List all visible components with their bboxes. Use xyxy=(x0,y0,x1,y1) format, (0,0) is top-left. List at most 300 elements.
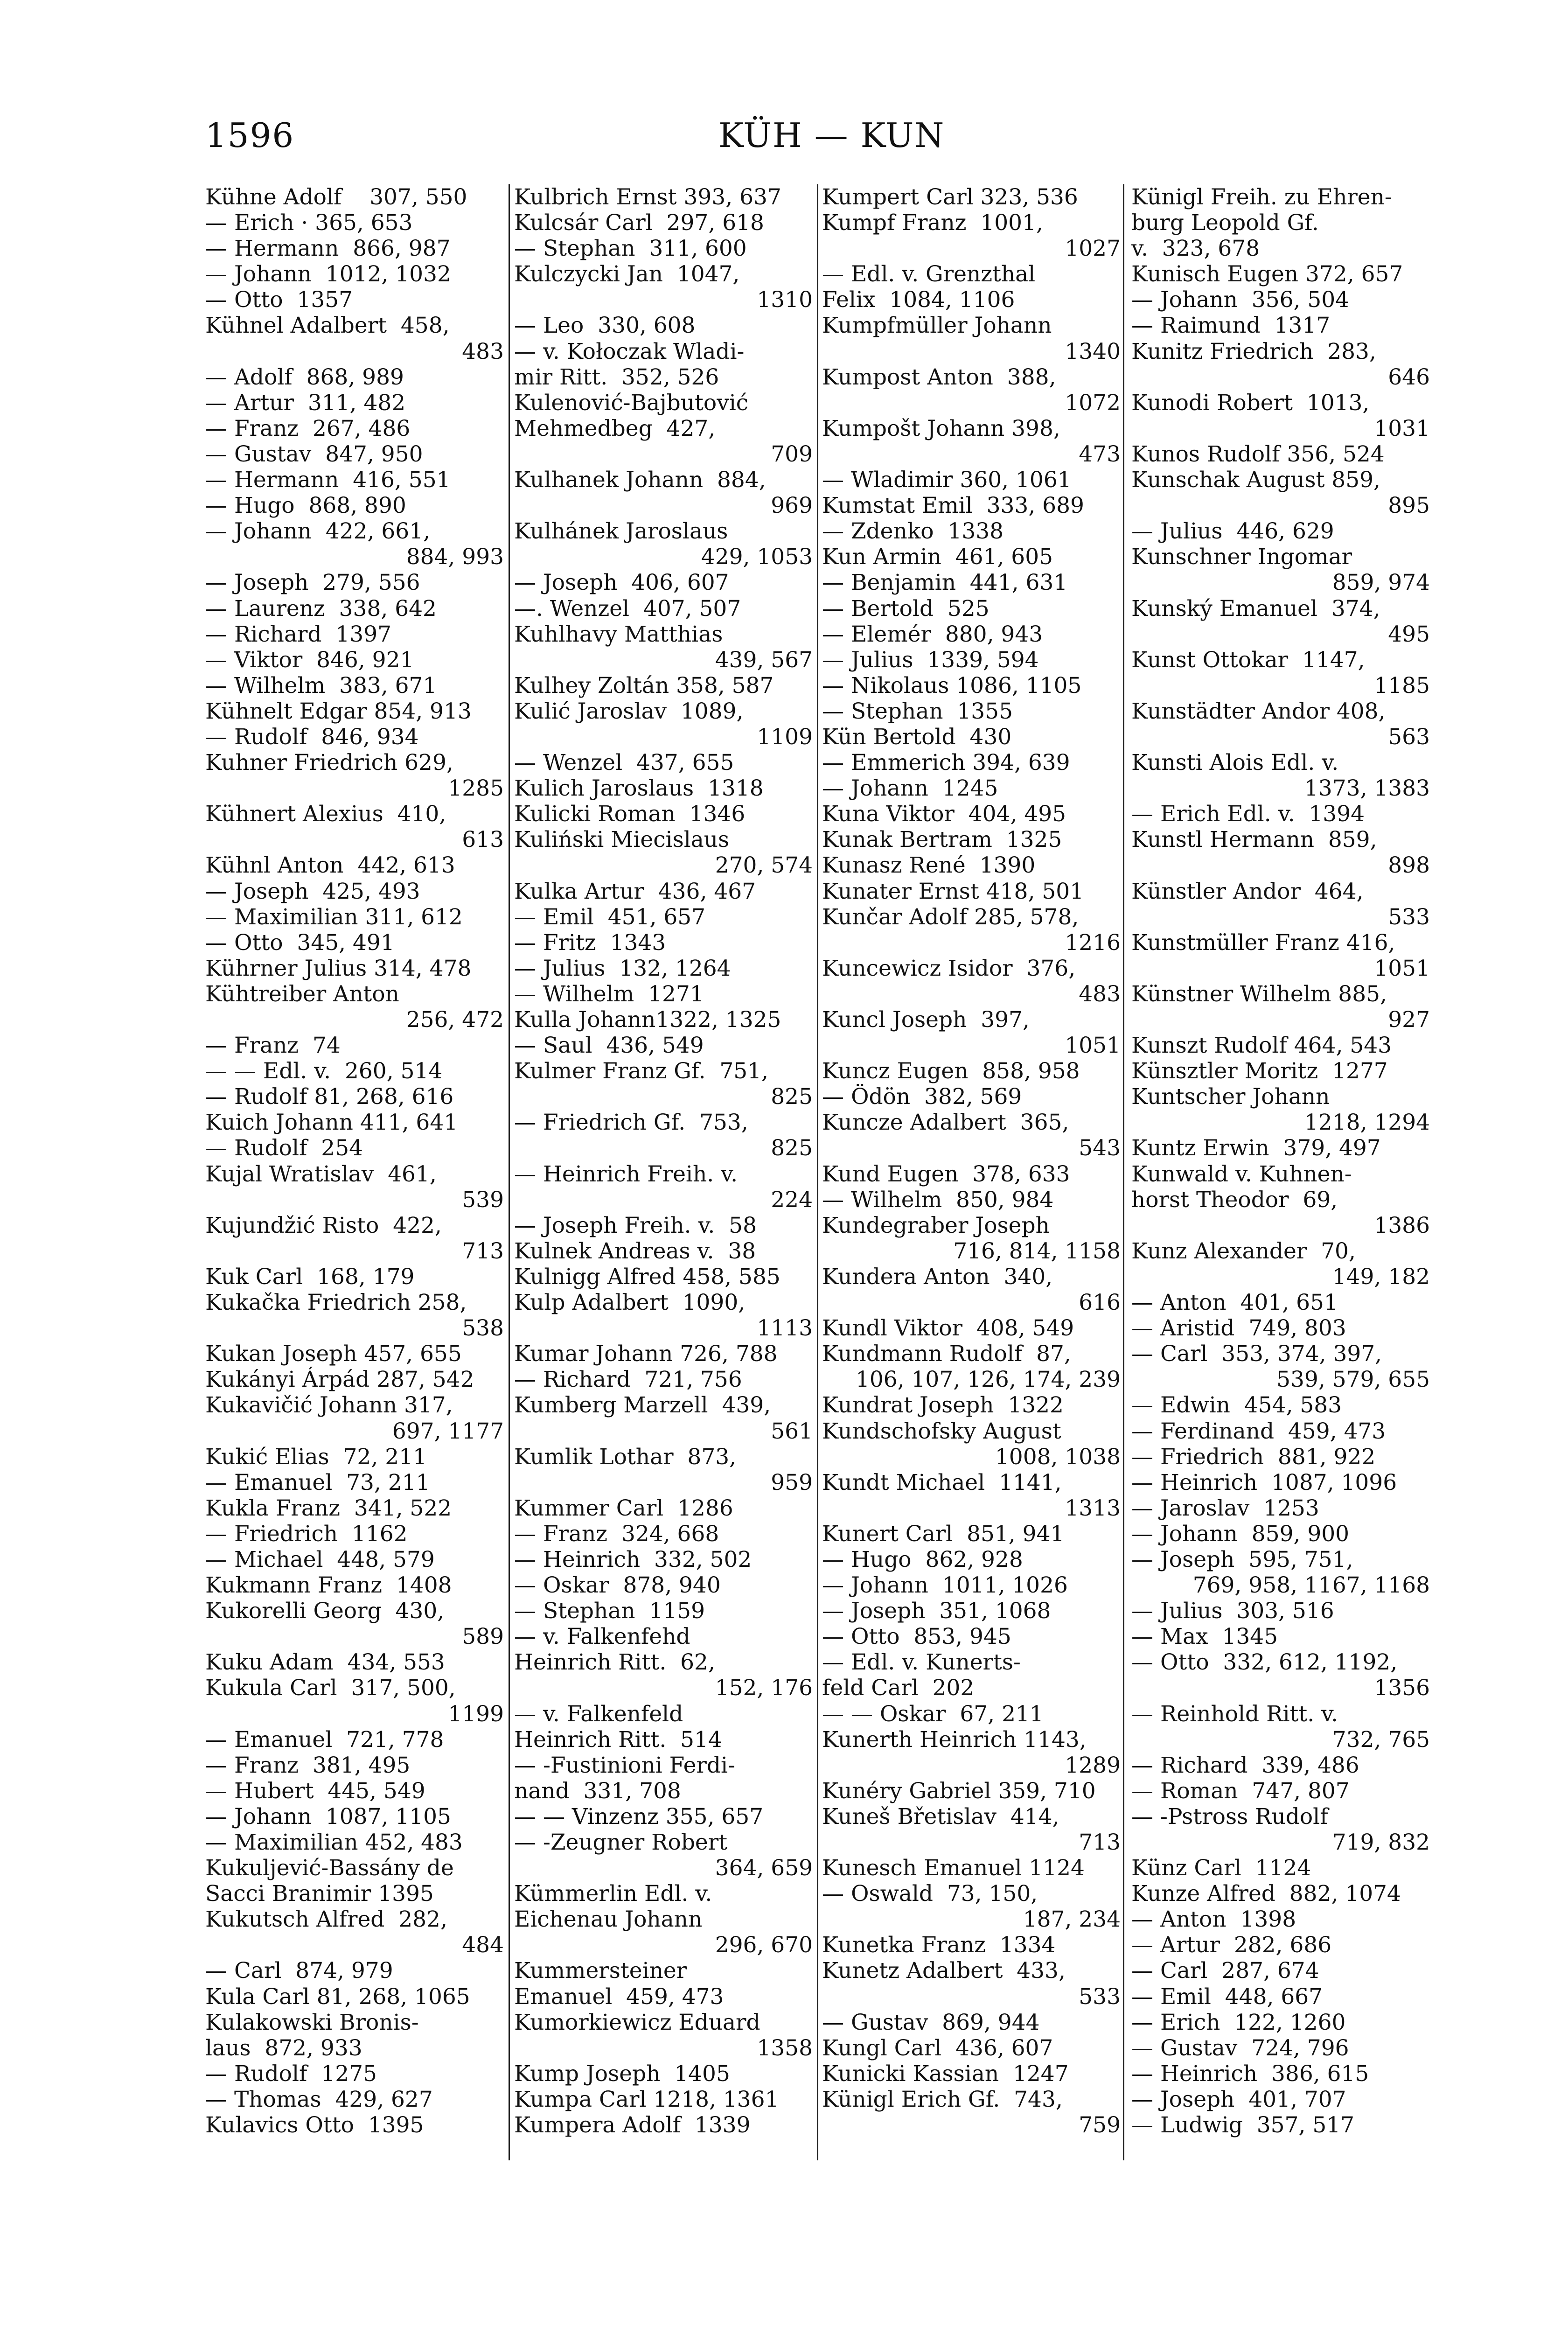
index-entry-line: Kuku Adam 434, 553 xyxy=(205,1649,445,1676)
index-entry-line: 539, 579, 655 xyxy=(1276,1367,1430,1393)
index-entry-line: — Maximilian 311, 612 xyxy=(205,904,463,930)
index-entry-line: — Joseph Freih. v. 58 xyxy=(514,1212,757,1238)
index-entry-line: — Edwin 454, 583 xyxy=(1131,1392,1342,1418)
index-entry-line: Kunský Emanuel 374, xyxy=(1131,595,1380,622)
index-entry-line: 1109 xyxy=(757,724,813,750)
index-entry-line: — Heinrich Freih. v. xyxy=(514,1161,738,1187)
index-entry-line: — Stephan 311, 600 xyxy=(514,236,747,262)
index-entry-line: — Carl 287, 674 xyxy=(1131,1958,1319,1984)
index-entry-line: Kukula Carl 317, 500, xyxy=(205,1675,456,1701)
index-entry-line: — Aristid 749, 803 xyxy=(1131,1315,1346,1341)
index-entry-line: Kuhlhavy Matthias xyxy=(514,621,723,647)
index-entry-line: — Otto 1357 xyxy=(205,287,353,313)
index-entry-line: Kunos Rudolf 356, 524 xyxy=(1131,441,1385,467)
index-entry-line: — Hermann 866, 987 xyxy=(205,236,451,262)
index-entry-line: Kulakowski Bronis- xyxy=(205,2009,419,2035)
index-entry-line: Kumlik Lothar 873, xyxy=(514,1444,737,1470)
index-entry-line: 495 xyxy=(1388,621,1430,647)
index-entry-line: — Heinrich 1087, 1096 xyxy=(1131,1469,1397,1495)
index-entry-line: — Emanuel 73, 211 xyxy=(205,1469,430,1495)
index-entry-line: — Richard 339, 486 xyxy=(1131,1752,1359,1778)
index-entry-line: Kund Eugen 378, 633 xyxy=(822,1161,1070,1187)
column-divider xyxy=(509,184,510,2160)
index-entry-line: 561 xyxy=(771,1418,813,1444)
index-entry-line: laus 872, 933 xyxy=(205,2035,362,2061)
index-entry-line: — Benjamin 441, 631 xyxy=(822,570,1068,596)
index-entry-line: 1199 xyxy=(448,1701,504,1727)
index-entry-line: Kumpa Carl 1218, 1361 xyxy=(514,2086,779,2112)
index-entry-line: Kulich Jaroslaus 1318 xyxy=(514,775,764,802)
index-entry-line: Künstler Andor 464, xyxy=(1131,878,1364,904)
index-entry-line: — Viktor 846, 921 xyxy=(205,647,414,673)
index-entry-line: Künigl Erich Gf. 743, xyxy=(822,2086,1063,2112)
index-entry-line: — Hugo 862, 928 xyxy=(822,1546,1023,1572)
index-entry-line: 716, 814, 1158 xyxy=(953,1238,1121,1264)
index-entry-line: Kulla Johann1322, 1325 xyxy=(514,1007,781,1033)
index-entry-line: 713 xyxy=(462,1238,504,1264)
index-entry-line: — Erich 122, 1260 xyxy=(1131,2009,1346,2035)
index-entry-line: 483 xyxy=(1079,981,1121,1007)
index-entry-line: 709 xyxy=(771,441,813,467)
index-entry-line: — Heinrich 332, 502 xyxy=(514,1546,752,1572)
index-entry-line: Kundl Viktor 408, 549 xyxy=(822,1315,1074,1341)
index-entry-line: Kummer Carl 1286 xyxy=(514,1495,733,1521)
index-entry-line: Kunasz René 1390 xyxy=(822,852,1036,879)
index-entry-line: — Max 1345 xyxy=(1131,1624,1278,1650)
index-entry-line: 484 xyxy=(462,1932,504,1958)
index-entry-line: Kumpert Carl 323, 536 xyxy=(822,184,1078,210)
index-entry-line: 589 xyxy=(462,1624,504,1650)
index-entry-line: 646 xyxy=(1388,364,1430,390)
index-entry-line: Kulhey Zoltán 358, 587 xyxy=(514,672,774,699)
index-entry-line: — Carl 353, 374, 397, xyxy=(1131,1341,1382,1367)
index-entry-line: Kundschofsky August xyxy=(822,1418,1061,1444)
index-entry-line: — Raimund 1317 xyxy=(1131,313,1331,339)
index-entry-line: Kunstmüller Franz 416, xyxy=(1131,929,1395,956)
index-entry-line: Kühnel Adalbert 458, xyxy=(205,313,450,339)
index-entry-line: 613 xyxy=(462,827,504,853)
index-entry-line: Kulhánek Jaroslaus xyxy=(514,518,728,545)
index-entry-line: — Gustav 869, 944 xyxy=(822,2009,1040,2035)
index-entry-line: Kuk Carl 168, 179 xyxy=(205,1264,415,1290)
index-entry-line: Kuncewicz Isidor 376, xyxy=(822,955,1076,981)
index-entry-line: — Ludwig 357, 517 xyxy=(1131,2112,1355,2138)
index-entry-line: 429, 1053 xyxy=(701,544,813,570)
index-entry-line: — Johann 1087, 1105 xyxy=(205,1803,451,1830)
page-number: 1596 xyxy=(205,116,295,155)
index-entry-line: Kumpošt Johann 398, xyxy=(822,415,1060,441)
index-entry-line: — Artur 311, 482 xyxy=(205,390,406,416)
index-entry-line: 1285 xyxy=(448,775,504,802)
index-entry-line: — Julius 446, 629 xyxy=(1131,518,1334,545)
index-entry-line: 539 xyxy=(462,1187,504,1213)
index-entry-line: — Zdenko 1338 xyxy=(822,518,1004,545)
index-entry-line: — Elemér 880, 943 xyxy=(822,621,1043,647)
index-entry-line: 697, 1177 xyxy=(392,1418,504,1444)
index-entry-line: Kukačka Friedrich 258, xyxy=(205,1290,467,1316)
index-entry-line: — Wladimir 360, 1061 xyxy=(822,467,1072,493)
index-entry-line: 270, 574 xyxy=(715,852,813,879)
index-entry-line: — Joseph 406, 607 xyxy=(514,570,729,596)
index-entry-line: — — Vinzenz 355, 657 xyxy=(514,1803,764,1830)
index-entry-line: 616 xyxy=(1079,1290,1121,1316)
index-entry-line: — Wenzel 437, 655 xyxy=(514,750,734,776)
index-entry-line: 1373, 1383 xyxy=(1304,775,1430,802)
index-entry-line: 759 xyxy=(1079,2112,1121,2138)
index-entry-line: — Gustav 724, 796 xyxy=(1131,2035,1349,2061)
index-entry-line: — Rudolf 254 xyxy=(205,1135,363,1161)
index-entry-line: — Laurenz 338, 642 xyxy=(205,595,437,622)
index-entry-line: 152, 176 xyxy=(715,1675,813,1701)
index-entry-line: 364, 659 xyxy=(715,1855,813,1881)
index-entry-line: — Rudolf 846, 934 xyxy=(205,724,419,750)
index-entry-line: — Wilhelm 383, 671 xyxy=(205,672,437,699)
index-entry-line: — Anton 1398 xyxy=(1131,1907,1296,1933)
index-entry-line: — Reinhold Ritt. v. xyxy=(1131,1701,1338,1727)
index-entry-line: — Otto 853, 945 xyxy=(822,1624,1011,1650)
index-entry-line: Kump Joseph 1405 xyxy=(514,2061,730,2087)
column-4 xyxy=(1131,184,1430,2138)
index-entry-line: — Emil 451, 657 xyxy=(514,904,706,930)
index-entry-line: — Wilhelm 850, 984 xyxy=(822,1187,1054,1213)
index-entry-line: — Carl 874, 979 xyxy=(205,1958,393,1984)
column-divider xyxy=(817,184,818,2160)
index-entry-line: Kunerth Heinrich 1143, xyxy=(822,1726,1087,1753)
index-entry-line: Kuntscher Johann xyxy=(1131,1084,1330,1110)
index-entry-line: Kunak Bertram 1325 xyxy=(822,827,1062,853)
index-entry-line: 732, 765 xyxy=(1332,1726,1430,1753)
index-entry-line: — Rudolf 81, 268, 616 xyxy=(205,1084,454,1110)
index-entry-line: Kundera Anton 340, xyxy=(822,1264,1053,1290)
index-entry-line: Eichenau Johann xyxy=(514,1907,703,1933)
index-entry-line: — Thomas 429, 627 xyxy=(205,2086,433,2112)
index-entry-line: — Julius 303, 516 xyxy=(1131,1598,1334,1624)
index-entry-line: 224 xyxy=(771,1187,813,1213)
index-entry-line: — Johann 859, 900 xyxy=(1131,1521,1350,1547)
index-entry-line: Kunschak August 859, xyxy=(1131,467,1380,493)
index-entry-line: 533 xyxy=(1079,1984,1121,2010)
index-entry-line: Kulp Adalbert 1090, xyxy=(514,1290,746,1316)
index-entry-line: 296, 670 xyxy=(715,1932,813,1958)
index-entry-line: v. 323, 678 xyxy=(1131,236,1260,262)
index-entry-line: Kumpost Anton 388, xyxy=(822,364,1056,390)
index-entry-line: Kukuljević-Bassány de xyxy=(205,1855,454,1881)
index-entry-line: — Fritz 1343 xyxy=(514,929,666,956)
index-entry-line: — Friedrich 1162 xyxy=(205,1521,408,1547)
index-entry-line: Kunodi Robert 1013, xyxy=(1131,390,1370,416)
index-entry-line: 927 xyxy=(1388,1007,1430,1033)
index-entry-line: — Otto 345, 491 xyxy=(205,929,395,956)
index-entry-line: — Joseph 425, 493 xyxy=(205,878,420,904)
index-entry-line: 1031 xyxy=(1374,415,1430,441)
index-entry-line: Kuneš Břetislav 414, xyxy=(822,1803,1059,1830)
index-entry-line: Kukan Joseph 457, 655 xyxy=(205,1341,462,1367)
index-entry-line: — Hermann 416, 551 xyxy=(205,467,451,493)
index-entry-line: — Hubert 445, 549 xyxy=(205,1778,425,1804)
index-entry-line: Heinrich Ritt. 514 xyxy=(514,1726,722,1753)
index-entry-line: 1289 xyxy=(1065,1752,1121,1778)
index-entry-line: Kujal Wratislav 461, xyxy=(205,1161,437,1187)
index-entry-line: 1072 xyxy=(1065,390,1121,416)
index-entry-line: Kundegraber Joseph xyxy=(822,1212,1050,1238)
index-entry-line: — Emmerich 394, 639 xyxy=(822,750,1070,776)
index-entry-line: Kumpfmüller Johann xyxy=(822,313,1052,339)
index-entry-line: Kunéry Gabriel 359, 710 xyxy=(822,1778,1096,1804)
index-entry-line: — Leo 330, 608 xyxy=(514,313,696,339)
index-entry-line: Kühnelt Edgar 854, 913 xyxy=(205,698,472,724)
index-entry-line: nand 331, 708 xyxy=(514,1778,681,1804)
index-entry-line: — Nikolaus 1086, 1105 xyxy=(822,672,1082,699)
index-entry-line: — Julius 132, 1264 xyxy=(514,955,731,981)
index-entry-line: — v. Falkenfehd xyxy=(514,1624,690,1650)
index-entry-line: Kunisch Eugen 372, 657 xyxy=(1131,261,1403,287)
index-entry-line: Kunetka Franz 1334 xyxy=(822,1932,1056,1958)
index-entry-line: — Rudolf 1275 xyxy=(205,2061,377,2087)
index-entry-line: Kün Bertold 430 xyxy=(822,724,1012,750)
index-entry-line: — Stephan 1159 xyxy=(514,1598,705,1624)
index-entry-line: — Hugo 868, 890 xyxy=(205,493,406,519)
index-entry-line: Kunwald v. Kuhnen- xyxy=(1131,1161,1352,1187)
index-entry-line: Kunz Alexander 70, xyxy=(1131,1238,1356,1264)
index-entry-line: feld Carl 202 xyxy=(822,1675,975,1701)
index-entry-line: — -Pstross Rudolf xyxy=(1131,1803,1328,1830)
index-entry-line: Kula Carl 81, 268, 1065 xyxy=(205,1984,470,2010)
index-entry-line: — Edl. v. Grenzthal xyxy=(822,261,1036,287)
index-entry-line: — Heinrich 386, 615 xyxy=(1131,2061,1369,2087)
index-entry-line: Kührner Julius 314, 478 xyxy=(205,955,472,981)
index-entry-line: — v. Kołoczak Wladi- xyxy=(514,338,745,364)
index-entry-line: Kümmerlin Edl. v. xyxy=(514,1881,712,1907)
index-entry-line: Kujundžić Risto 422, xyxy=(205,1212,442,1238)
index-entry-line: Kukányi Árpád 287, 542 xyxy=(205,1367,474,1393)
index-entry-line: —. Wenzel 407, 507 xyxy=(514,595,741,622)
index-entry-line: Kulnigg Alfred 458, 585 xyxy=(514,1264,781,1290)
index-entry-line: Kundt Michael 1141, xyxy=(822,1469,1062,1495)
index-entry-line: 895 xyxy=(1388,493,1430,519)
index-entry-line: — Erich · 365, 653 xyxy=(205,210,413,236)
index-entry-line: 1027 xyxy=(1065,236,1121,262)
index-entry-line: Kulić Jaroslav 1089, xyxy=(514,698,744,724)
index-entry-line: Kunstl Hermann 859, xyxy=(1131,827,1377,853)
index-entry-line: 769, 958, 1167, 1168 xyxy=(1192,1572,1430,1599)
index-entry-line: — Franz 74 xyxy=(205,1033,341,1059)
index-entry-line: — Joseph 401, 707 xyxy=(1131,2086,1346,2112)
index-entry-line: Kuncl Joseph 397, xyxy=(822,1007,1030,1033)
index-entry-line: — Ferdinand 459, 473 xyxy=(1131,1418,1386,1444)
index-entry-line: — Johann 1245 xyxy=(822,775,998,802)
index-entry-line: Kunčar Adolf 285, 578, xyxy=(822,904,1079,930)
index-entry-line: 543 xyxy=(1079,1135,1121,1161)
index-entry-line: 884, 993 xyxy=(406,544,504,570)
index-entry-line: 1313 xyxy=(1065,1495,1121,1521)
index-entry-line: 825 xyxy=(771,1135,813,1161)
index-entry-line: 719, 832 xyxy=(1332,1830,1430,1855)
index-entry-line: — Franz 324, 668 xyxy=(514,1521,719,1547)
index-entry-line: 1113 xyxy=(757,1315,813,1341)
index-entry-line: — Roman 747, 807 xyxy=(1131,1778,1350,1804)
index-entry-line: — Johann 1011, 1026 xyxy=(822,1572,1068,1599)
index-entry-line: — Emil 448, 667 xyxy=(1131,1984,1323,2010)
index-entry-line: — Joseph 279, 556 xyxy=(205,570,420,596)
index-entry-line: — v. Falkenfeld xyxy=(514,1701,683,1727)
index-entry-line: Kumar Johann 726, 788 xyxy=(514,1341,778,1367)
index-entry-line: — Oskar 878, 940 xyxy=(514,1572,721,1599)
index-entry-line: Kulbrich Ernst 393, 637 xyxy=(514,184,781,210)
index-entry-line: — Johann 422, 661, xyxy=(205,518,431,545)
index-entry-line: Kulka Artur 436, 467 xyxy=(514,878,756,904)
index-entry-line: — Richard 1397 xyxy=(205,621,392,647)
index-entry-line: Emanuel 459, 473 xyxy=(514,1984,724,2010)
index-entry-line: Kunsti Alois Edl. v. xyxy=(1131,750,1339,776)
index-entry-line: 483 xyxy=(462,338,504,364)
index-entry-line: Kunze Alfred 882, 1074 xyxy=(1131,1881,1401,1907)
index-entry-line: Kunert Carl 851, 941 xyxy=(822,1521,1065,1547)
index-entry-line: Kühnert Alexius 410, xyxy=(205,801,446,827)
index-entry-line: Künz Carl 1124 xyxy=(1131,1855,1311,1881)
index-entry-line: Kühtreiber Anton xyxy=(205,981,399,1007)
index-entry-line: mir Ritt. 352, 526 xyxy=(514,364,719,390)
index-entry-line: Kumstat Emil 333, 689 xyxy=(822,493,1084,519)
index-entry-line: — -Fustinioni Ferdi- xyxy=(514,1752,735,1778)
index-entry-line: — Joseph 351, 1068 xyxy=(822,1598,1051,1624)
index-entry-line: 187, 234 xyxy=(1023,1907,1121,1933)
index-entry-line: Kühne Adolf 307, 550 xyxy=(205,184,467,210)
index-entry-line: Kundmann Rudolf 87, xyxy=(822,1341,1071,1367)
index-entry-line: Kummersteiner xyxy=(514,1958,687,1984)
index-entry-line: 256, 472 xyxy=(406,1007,504,1033)
index-entry-line: — Gustav 847, 950 xyxy=(205,441,423,467)
index-entry-line: horst Theodor 69, xyxy=(1131,1187,1338,1213)
index-entry-line: 1051 xyxy=(1065,1033,1121,1059)
index-entry-line: — Jaroslav 1253 xyxy=(1131,1495,1319,1521)
index-entry-line: Kunetz Adalbert 433, xyxy=(822,1958,1066,1984)
index-entry-line: Künstner Wilhelm 885, xyxy=(1131,981,1387,1007)
index-entry-line: 1185 xyxy=(1374,672,1430,699)
index-entry-line: 959 xyxy=(771,1469,813,1495)
index-entry-line: Kukavičić Johann 317, xyxy=(205,1392,453,1418)
column-divider xyxy=(1123,184,1124,2160)
index-entry-line: 473 xyxy=(1079,441,1121,467)
index-entry-line: 106, 107, 126, 174, 239 xyxy=(855,1367,1121,1393)
index-entry-line: Kuntz Erwin 379, 497 xyxy=(1131,1135,1381,1161)
index-entry-line: — Friedrich Gf. 753, xyxy=(514,1110,748,1136)
index-entry-line: 1340 xyxy=(1065,338,1121,364)
index-entry-line: Kulicki Roman 1346 xyxy=(514,801,746,827)
index-entry-line: Kunater Ernst 418, 501 xyxy=(822,878,1084,904)
index-entry-line: Kukutsch Alfred 282, xyxy=(205,1907,447,1933)
index-entry-line: 1008, 1038 xyxy=(995,1444,1121,1470)
index-entry-line: — Michael 448, 579 xyxy=(205,1546,435,1572)
index-entry-line: — Otto 332, 612, 1192, xyxy=(1131,1649,1398,1676)
index-entry-line: — — Oskar 67, 211 xyxy=(822,1701,1044,1727)
column-3 xyxy=(822,184,1121,2138)
index-entry-line: — Anton 401, 651 xyxy=(1131,1290,1338,1316)
index-entry-line: — Joseph 595, 751, xyxy=(1131,1546,1353,1572)
index-entry-line: Kulczycki Jan 1047, xyxy=(514,261,740,287)
index-entry-line: — -Zeugner Robert xyxy=(514,1830,728,1855)
index-entry-line: — Johann 356, 504 xyxy=(1131,287,1350,313)
index-entry-line: Kuncze Adalbert 365, xyxy=(822,1110,1069,1136)
index-entry-line: Künigl Freih. zu Ehren- xyxy=(1131,184,1392,210)
column-1 xyxy=(205,184,504,2138)
index-entry-line: — Stephan 1355 xyxy=(822,698,1013,724)
index-entry-line: Kundrat Joseph 1322 xyxy=(822,1392,1064,1418)
index-entry-line: Kumpera Adolf 1339 xyxy=(514,2112,751,2138)
index-entry-line: 439, 567 xyxy=(715,647,813,673)
index-entry-line: — — Edl. v. 260, 514 xyxy=(205,1058,443,1084)
index-entry-line: burg Leopold Gf. xyxy=(1131,210,1319,236)
index-entry-line: Kun Armin 461, 605 xyxy=(822,544,1053,570)
index-entry-line: Kulcsár Carl 297, 618 xyxy=(514,210,764,236)
index-entry-line: 1386 xyxy=(1374,1212,1430,1238)
index-entry-line: Kulenović-Bajbutović xyxy=(514,390,749,416)
index-entry-line: Kulavics Otto 1395 xyxy=(205,2112,424,2138)
index-entry-line: Kunesch Emanuel 1124 xyxy=(822,1855,1085,1881)
index-entry-line: — Oswald 73, 150, xyxy=(822,1881,1038,1907)
index-entry-line: 859, 974 xyxy=(1332,570,1430,596)
index-entry-line: Kumpf Franz 1001, xyxy=(822,210,1043,236)
index-entry-line: 563 xyxy=(1388,724,1430,750)
index-entry-line: Kunitz Friedrich 283, xyxy=(1131,338,1376,364)
column-2 xyxy=(514,184,813,2138)
index-entry-line: — Ödön 382, 569 xyxy=(822,1084,1022,1110)
index-entry-line: — Maximilian 452, 483 xyxy=(205,1830,463,1855)
index-entry-line: Sacci Branimir 1395 xyxy=(205,1881,434,1907)
index-entry-line: 969 xyxy=(771,493,813,519)
index-entry-line: Kunst Ottokar 1147, xyxy=(1131,647,1365,673)
index-entry-line: — Richard 721, 756 xyxy=(514,1367,742,1393)
index-entry-line: Kumorkiewicz Eduard xyxy=(514,2009,760,2035)
index-entry-line: — Adolf 868, 989 xyxy=(205,364,404,390)
index-entry-line: — Erich Edl. v. 1394 xyxy=(1131,801,1365,827)
index-entry-line: — Bertold 525 xyxy=(822,595,990,622)
index-entry-line: Kukmann Franz 1408 xyxy=(205,1572,452,1599)
index-entry-line: 898 xyxy=(1388,852,1430,879)
index-entry-line: — Saul 436, 549 xyxy=(514,1033,704,1059)
index-entry-line: Kunszt Rudolf 464, 543 xyxy=(1131,1033,1392,1059)
index-entry-line: Kungl Carl 436, 607 xyxy=(822,2035,1053,2061)
index-entry-line: 713 xyxy=(1079,1830,1121,1855)
index-entry-line: — Julius 1339, 594 xyxy=(822,647,1039,673)
index-entry-line: 1216 xyxy=(1065,929,1121,956)
index-entry-line: 1218, 1294 xyxy=(1304,1110,1430,1136)
index-entry-line: — Johann 1012, 1032 xyxy=(205,261,451,287)
index-entry-line: — Edl. v. Kunerts- xyxy=(822,1649,1021,1676)
index-entry-line: Kunstädter Andor 408, xyxy=(1131,698,1386,724)
index-entry-line: 1310 xyxy=(757,287,813,313)
index-entry-line: Heinrich Ritt. 62, xyxy=(514,1649,715,1676)
index-entry-line: Kukla Franz 341, 522 xyxy=(205,1495,452,1521)
index-entry-line: Felix 1084, 1106 xyxy=(822,287,1015,313)
index-entry-line: Kuhner Friedrich 629, xyxy=(205,750,453,776)
index-entry-line: Kuncz Eugen 858, 958 xyxy=(822,1058,1080,1084)
index-entry-line: 149, 182 xyxy=(1332,1264,1430,1290)
index-entry-line: Kulhanek Johann 884, xyxy=(514,467,766,493)
index-entry-line: Kulmer Franz Gf. 751, xyxy=(514,1058,768,1084)
index-entry-line: 533 xyxy=(1388,904,1430,930)
index-entry-line: — Friedrich 881, 922 xyxy=(1131,1444,1376,1470)
index-entry-line: Kühnl Anton 442, 613 xyxy=(205,852,455,879)
index-entry-line: — Franz 267, 486 xyxy=(205,415,411,441)
index-entry-line: Künsztler Moritz 1277 xyxy=(1131,1058,1388,1084)
index-entry-line: Kukić Elias 72, 211 xyxy=(205,1444,427,1470)
index-entry-line: — Artur 282, 686 xyxy=(1131,1932,1332,1958)
index-entry-line: Kulnek Andreas v. 38 xyxy=(514,1238,756,1264)
index-entry-line: Kukorelli Georg 430, xyxy=(205,1598,445,1624)
index-entry-line: Kuliński Miecislaus xyxy=(514,827,730,853)
index-entry-line: 1051 xyxy=(1374,955,1430,981)
index-entry-line: — Franz 381, 495 xyxy=(205,1752,411,1778)
